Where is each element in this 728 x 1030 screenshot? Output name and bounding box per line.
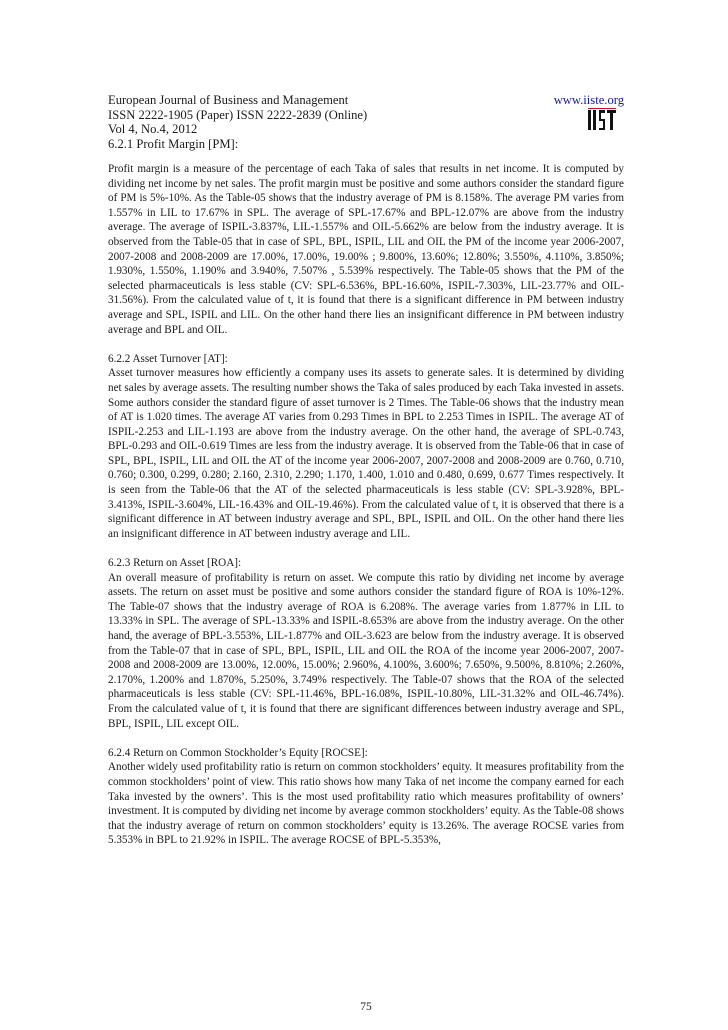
paragraph: Profit margin is a measure of the percentage of each Taka of sales that results in net income. It is computed by dividing net income by net sales. The profit margin must be positive and some authors consider the standard figure of PM is 5%-10%. As the Table-05 shows that the industry average of PM is 8.158%. The average PM varies from 1.557% in LIL to 17.67% in SPL. The average of SPL-17.67% and BPL-12.07% are above from the industry average. The average of ISPIL-3.837%, LIL-1.557% and OIL-5.662% are below from the industry average. It is observed from the Table-05 that in case of SPL, BPL, ISPIL, LIL and OIL the PM of the income year 2006-2007, 2007-2008 and 2008-2009 are 17.00%, 17.00%, 19.00% ; 9.800%, 13.60%; 12.80%; 3.550%, 4.110%, 3.850%; 1.930%, 1.550%, 1.190% and 3.940%, 7.507% , 5.539% respectively. The Table-05 shows that the PM of the selected pharmaceuticals is less stable (CV: SPL-6.536%, BPL-16.60%, ISPIL-7.303%, LIL-23.77% and OIL-31.56%). From the calculated value of t, it is found that there is a significant difference in PM between industry average and SPL, ISPIL and LIL. On the other hand there lies an insignificant difference in PM between industry average and BPL and OIL. <box>108 163 624 336</box>
section-title: 6.2.1 Profit Margin [PM]: <box>108 136 239 151</box>
section-title: 6.2.2 Asset Turnover [AT]: <box>108 352 228 365</box>
volume-line: Vol 4, No.4, 2012 <box>108 122 198 137</box>
paragraph: Another widely used profitability ratio is return on common stockholders’ equity. It measures profitability from the common stockholders’ point of view. This ratio shows how many Taka of net income the company earned for each Taka invested by the owners’. This is the most used profitability ratio which measures profitability of owners’ investment. It is computed by dividing net income by average common stockholders’ equity. As the Table-08 shows that the industry average of return on common stockholders’ equity is 13.26%. The average ROCSE varies from 5.353% in BPL to 21.92% in ISPIL. The average ROCSE of BPL-5.353%, <box>108 761 624 847</box>
journal-title: European Journal of Business and Management <box>108 93 349 107</box>
issn-line: ISSN 2222-1905 (Paper) ISSN 2222-2839 (Online) <box>108 107 368 122</box>
section-title: 6.2.3 Return on Asset [ROA]: <box>108 557 242 570</box>
iiste-logo-icon <box>588 108 616 130</box>
section-title: 6.2.4 Return on Common Stockholder’s Equity [ROCSE]: <box>108 746 368 759</box>
paragraph: Asset turnover measures how efficiently a company uses its assets to generate sales. It is determined by dividing net sales by average assets. The resulting number shows the Taka of sales produced by each Taka invested in assets. Some authors consider the standard figure of asset turnover is 2 Times. The Table-06 shows that the industry mean of AT is 1.020 times. The average AT varies from 0.293 Times in BPL to 2.253 Times in ISPIL. The average AT of ISPIL-2.253 and LIL-1.193 are above from the industry average. On the other hand, the average of SPL-0.743, BPL-0.293 and OIL-0.619 Times are less from the industry average. It is observed from the Table-06 that in case of SPL, BPL, ISPIL, LIL and OIL the AT of the income year 2006-2007, 2007-2008 and 2008-2009 are 0.760, 0.710, 0.760; 0.300, 0.299, 0.280; 2.160, 2.310, 2.290; 1.170, 1.400, 1.010 and 0.480, 0.699, 0.677 Times respectively. It is seen from the Table-06 that the AT of the selected pharmaceuticals is less stable (CV: SPL-3.928%, BPL-3.413%, ISPIL-3.604%, LIL-16.43% and OIL-19.46%). From the calculated value of t, it is observed that there is a significant difference in AT between industry average and SPL, BPL, ISPIL and OIL. On the other hand there lies an insignificant difference in AT between industry average and LIL. <box>108 367 624 540</box>
journal-url-link[interactable]: www.iiste.org <box>553 93 624 107</box>
article-body <box>108 162 624 848</box>
page-header <box>108 93 624 151</box>
paragraph: An overall measure of profitability is return on asset. We compute this ratio by dividing net income by average assets. The return on asset must be positive and some authors consider the standard figure of ROA is 10%-12%. The Table-07 shows that the industry average of ROA is 6.208%. The average varies from 1.877% in LIL to 13.33% in SPL. The average of SPL-13.33% and ISPIL-8.653% are above from the industry average. On the other hand, the average of BPL-3.553%, LIL-1.877% and OIL-3.623 are below from the industry average. It is observed from the Table-07 that in case of SPL, BPL, ISPIL, LIL and OIL the ROA of the income year 2006-2007, 2007-2008 and 2008-2009 are 13.00%, 12.00%, 15.00%; 2.960%, 4.100%, 3.600%; 7.650%, 9.500%, 8.810%; 2.260%, 2.170%, 1.200% and 1.870%, 5.250%, 3.749% respectively. The Table-07 shows that the ROA of the selected pharmaceuticals is less stable (CV: SPL-11.46%, BPL-16.08%, ISPIL-10.80%, LIL-31.32% and OIL-46.74%). From the calculated value of t, it is found that there are significant differences between industry average and SPL, BPL, ISPIL, LIL except OIL. <box>108 571 624 730</box>
page-number: 75 <box>360 1001 372 1013</box>
